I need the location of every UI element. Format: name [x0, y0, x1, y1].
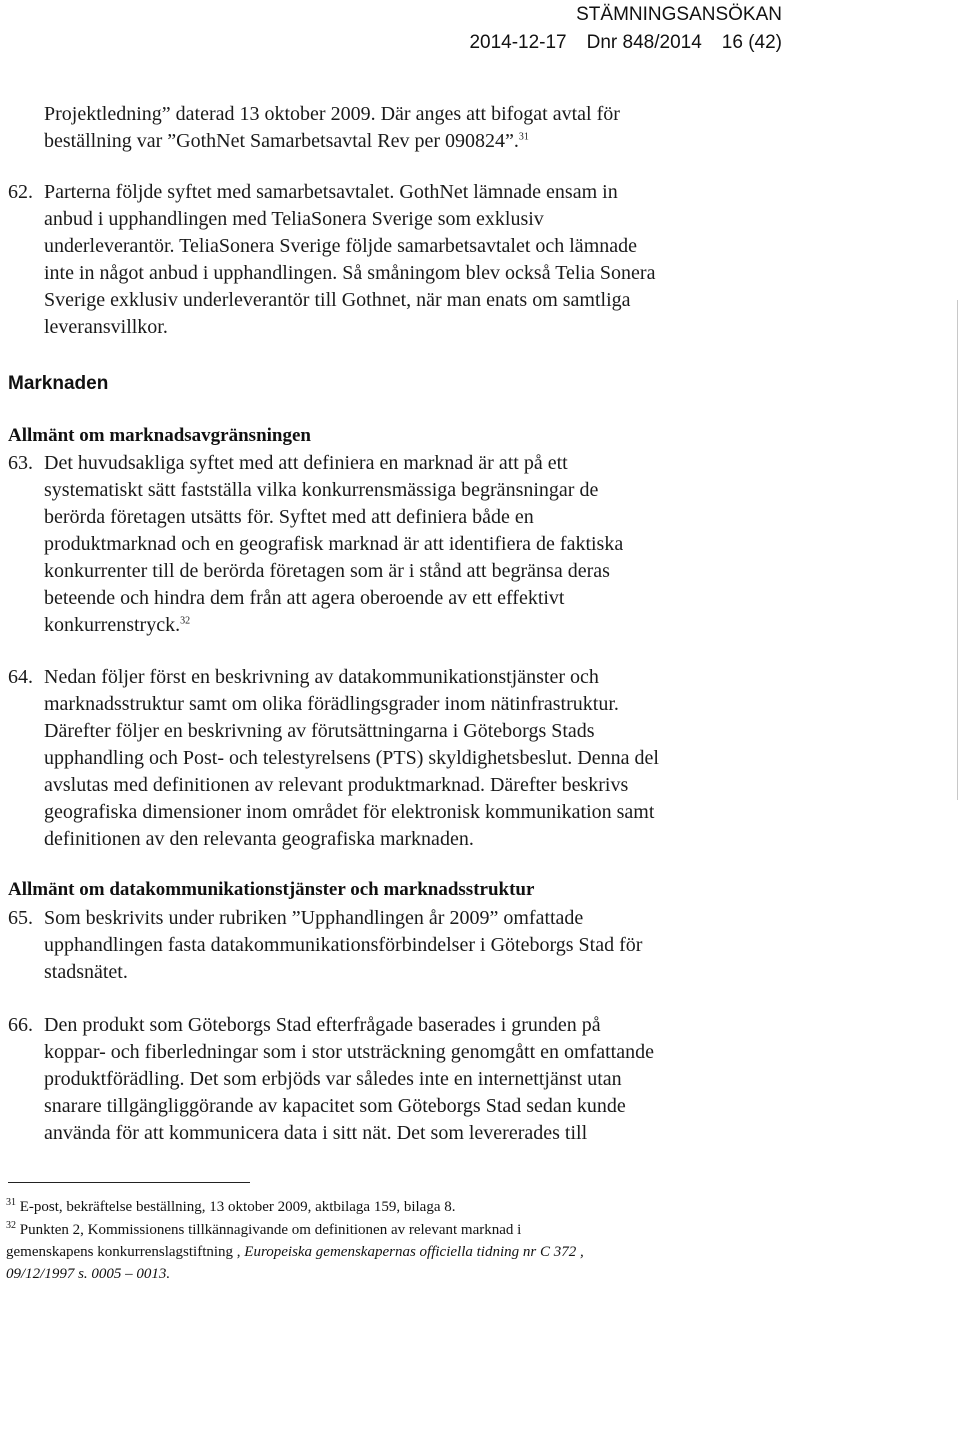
- text-line: geografiska dimensioner inom området för elektronisk kommunikation samt: [44, 801, 655, 823]
- text-line: underleverantör. TeliaSonera Sverige följde samarbetsavtalet och lämnade: [44, 235, 637, 257]
- footnote-text: E-post, bekräftelse beställning, 13 oktober 2009, aktbilaga 159, bilaga 8.: [19, 1199, 456, 1215]
- text-line: Som beskrivits under rubriken ”Upphandlingen år 2009” omfattade: [44, 907, 584, 929]
- text-line: upphandling och Post- och telestyrelsens (PTS) skyldighetsbeslut. Denna del: [44, 747, 659, 769]
- footnote-31: [6, 1196, 706, 1218]
- text-line: Nedan följer först en beskrivning av datakommunikationstjänster och: [44, 666, 599, 688]
- footnote-ref-31: 31: [518, 131, 529, 143]
- text-line: definitionen av den relevanta geografiska marknaden.: [44, 828, 474, 850]
- text-line: produktförädling. Det som erbjöds var således inte en internettjänst utan: [44, 1068, 622, 1090]
- header-meta: [469, 30, 782, 56]
- text-line: konkurrenter till de berörda företagen som är i stånd att begränsa deras: [44, 560, 610, 582]
- text-line: stadsnätet.: [44, 961, 128, 983]
- text-line: Parterna följde syftet med samarbetsavtalet. GothNet lämnade ensam in: [44, 181, 618, 203]
- text-line: beställning var ”GothNet Samarbetsavtal Rev per 090824”.$^{31}$: [44, 130, 529, 152]
- text-line: beteende och hindra dem från att agera oberoende av ett effektivt: [44, 587, 565, 609]
- document-date: 2014-12-17: [469, 32, 567, 53]
- text-line: produktmarknad och en geografisk marknad är att identifiera de faktiska: [44, 533, 624, 555]
- text-line: Sverige exklusiv underleverantör till Gothnet, när man enats om samtliga: [44, 289, 631, 311]
- document-type: STÄMNINGSANSÖKAN: [576, 4, 782, 25]
- text-line: Projektledning” daterad 13 oktober 2009. Där anges att bifogat avtal för: [44, 103, 620, 125]
- text-line: snarare tillgängliggörande av kapacitet som Göteborgs Stad sedan kunde: [44, 1095, 626, 1117]
- document-dnr: Dnr 848/2014: [586, 32, 702, 53]
- paragraph-number: 65.: [8, 907, 33, 929]
- subheading-datakommunikation: Allmänt om datakommunikationstjänster och marknadsstruktur: [8, 879, 535, 900]
- page-number: 16 (42): [721, 32, 782, 53]
- text-line: konkurrenstryck.$^{32}$: [44, 614, 191, 636]
- paragraph-number: 64.: [8, 666, 33, 688]
- text-line: Det huvudsakliga syftet med att definiera en marknad är att på ett: [44, 452, 568, 474]
- text-line: inte in något anbud i upphandlingen. Så småningom blev också Telia Sonera: [44, 262, 656, 284]
- text-line: Den produkt som Göteborgs Stad efterfrågade baserades i grunden på: [44, 1014, 601, 1036]
- footnote-text: gemenskapens konkurrenslagstiftning ,: [6, 1244, 245, 1260]
- text-line: systematiskt sätt fastställa vilka konkurrensmässiga begränsningar de: [44, 479, 599, 501]
- text-line: koppar- och fiberledningar som i stor utsträckning genomgått en omfattande: [44, 1041, 654, 1063]
- text-line: upphandlingen fasta datakommunikationsförbindelser i Göteborgs Stad för: [44, 934, 643, 956]
- paragraph-number: 62.: [8, 181, 33, 203]
- footnote-text: Punkten 2, Kommissionens tillkännagivande om definitionen av relevant marknad i: [19, 1222, 522, 1238]
- footnote-citation: 09/12/1997 s. 0005 – 0013.: [6, 1266, 171, 1282]
- paragraph-number: 63.: [8, 452, 33, 474]
- paragraph-number: 66.: [8, 1014, 33, 1036]
- footnote-number: 32: [6, 1220, 16, 1231]
- section-heading-marknaden: Marknaden: [8, 373, 109, 394]
- footnote-number: 31: [6, 1197, 16, 1208]
- text-line: marknadsstruktur samt om olika förädlingsgrader inom nätinfrastruktur.: [44, 693, 619, 715]
- footnote-32: [6, 1219, 706, 1285]
- footnote-citation: Europeiska gemenskapernas officiella tidning nr C 372 ,: [244, 1244, 584, 1260]
- text-line: berörda företagen utsätts för. Syftet med att definiera både en: [44, 506, 534, 528]
- continuation-paragraph: [44, 101, 744, 155]
- text-line: avslutas med definitionen av relevant produktmarknad. Därefter beskrivs: [44, 774, 629, 796]
- footnote-separator: [8, 1182, 250, 1183]
- text-line: anbud i upphandlingen med TeliaSonera Sverige som exklusiv: [44, 208, 544, 230]
- text-line: leveransvillkor.: [44, 316, 168, 338]
- subheading-marknadsavgransningen: Allmänt om marknadsavgränsningen: [8, 425, 311, 446]
- scan-edge: [957, 300, 958, 800]
- text-line: Därefter följer en beskrivning av förutsättningarna i Göteborgs Stads: [44, 720, 595, 742]
- text-line: använda för att kommunicera data i sitt nät. Det som levererades till: [44, 1122, 588, 1144]
- footnote-ref-32: 32: [180, 615, 191, 627]
